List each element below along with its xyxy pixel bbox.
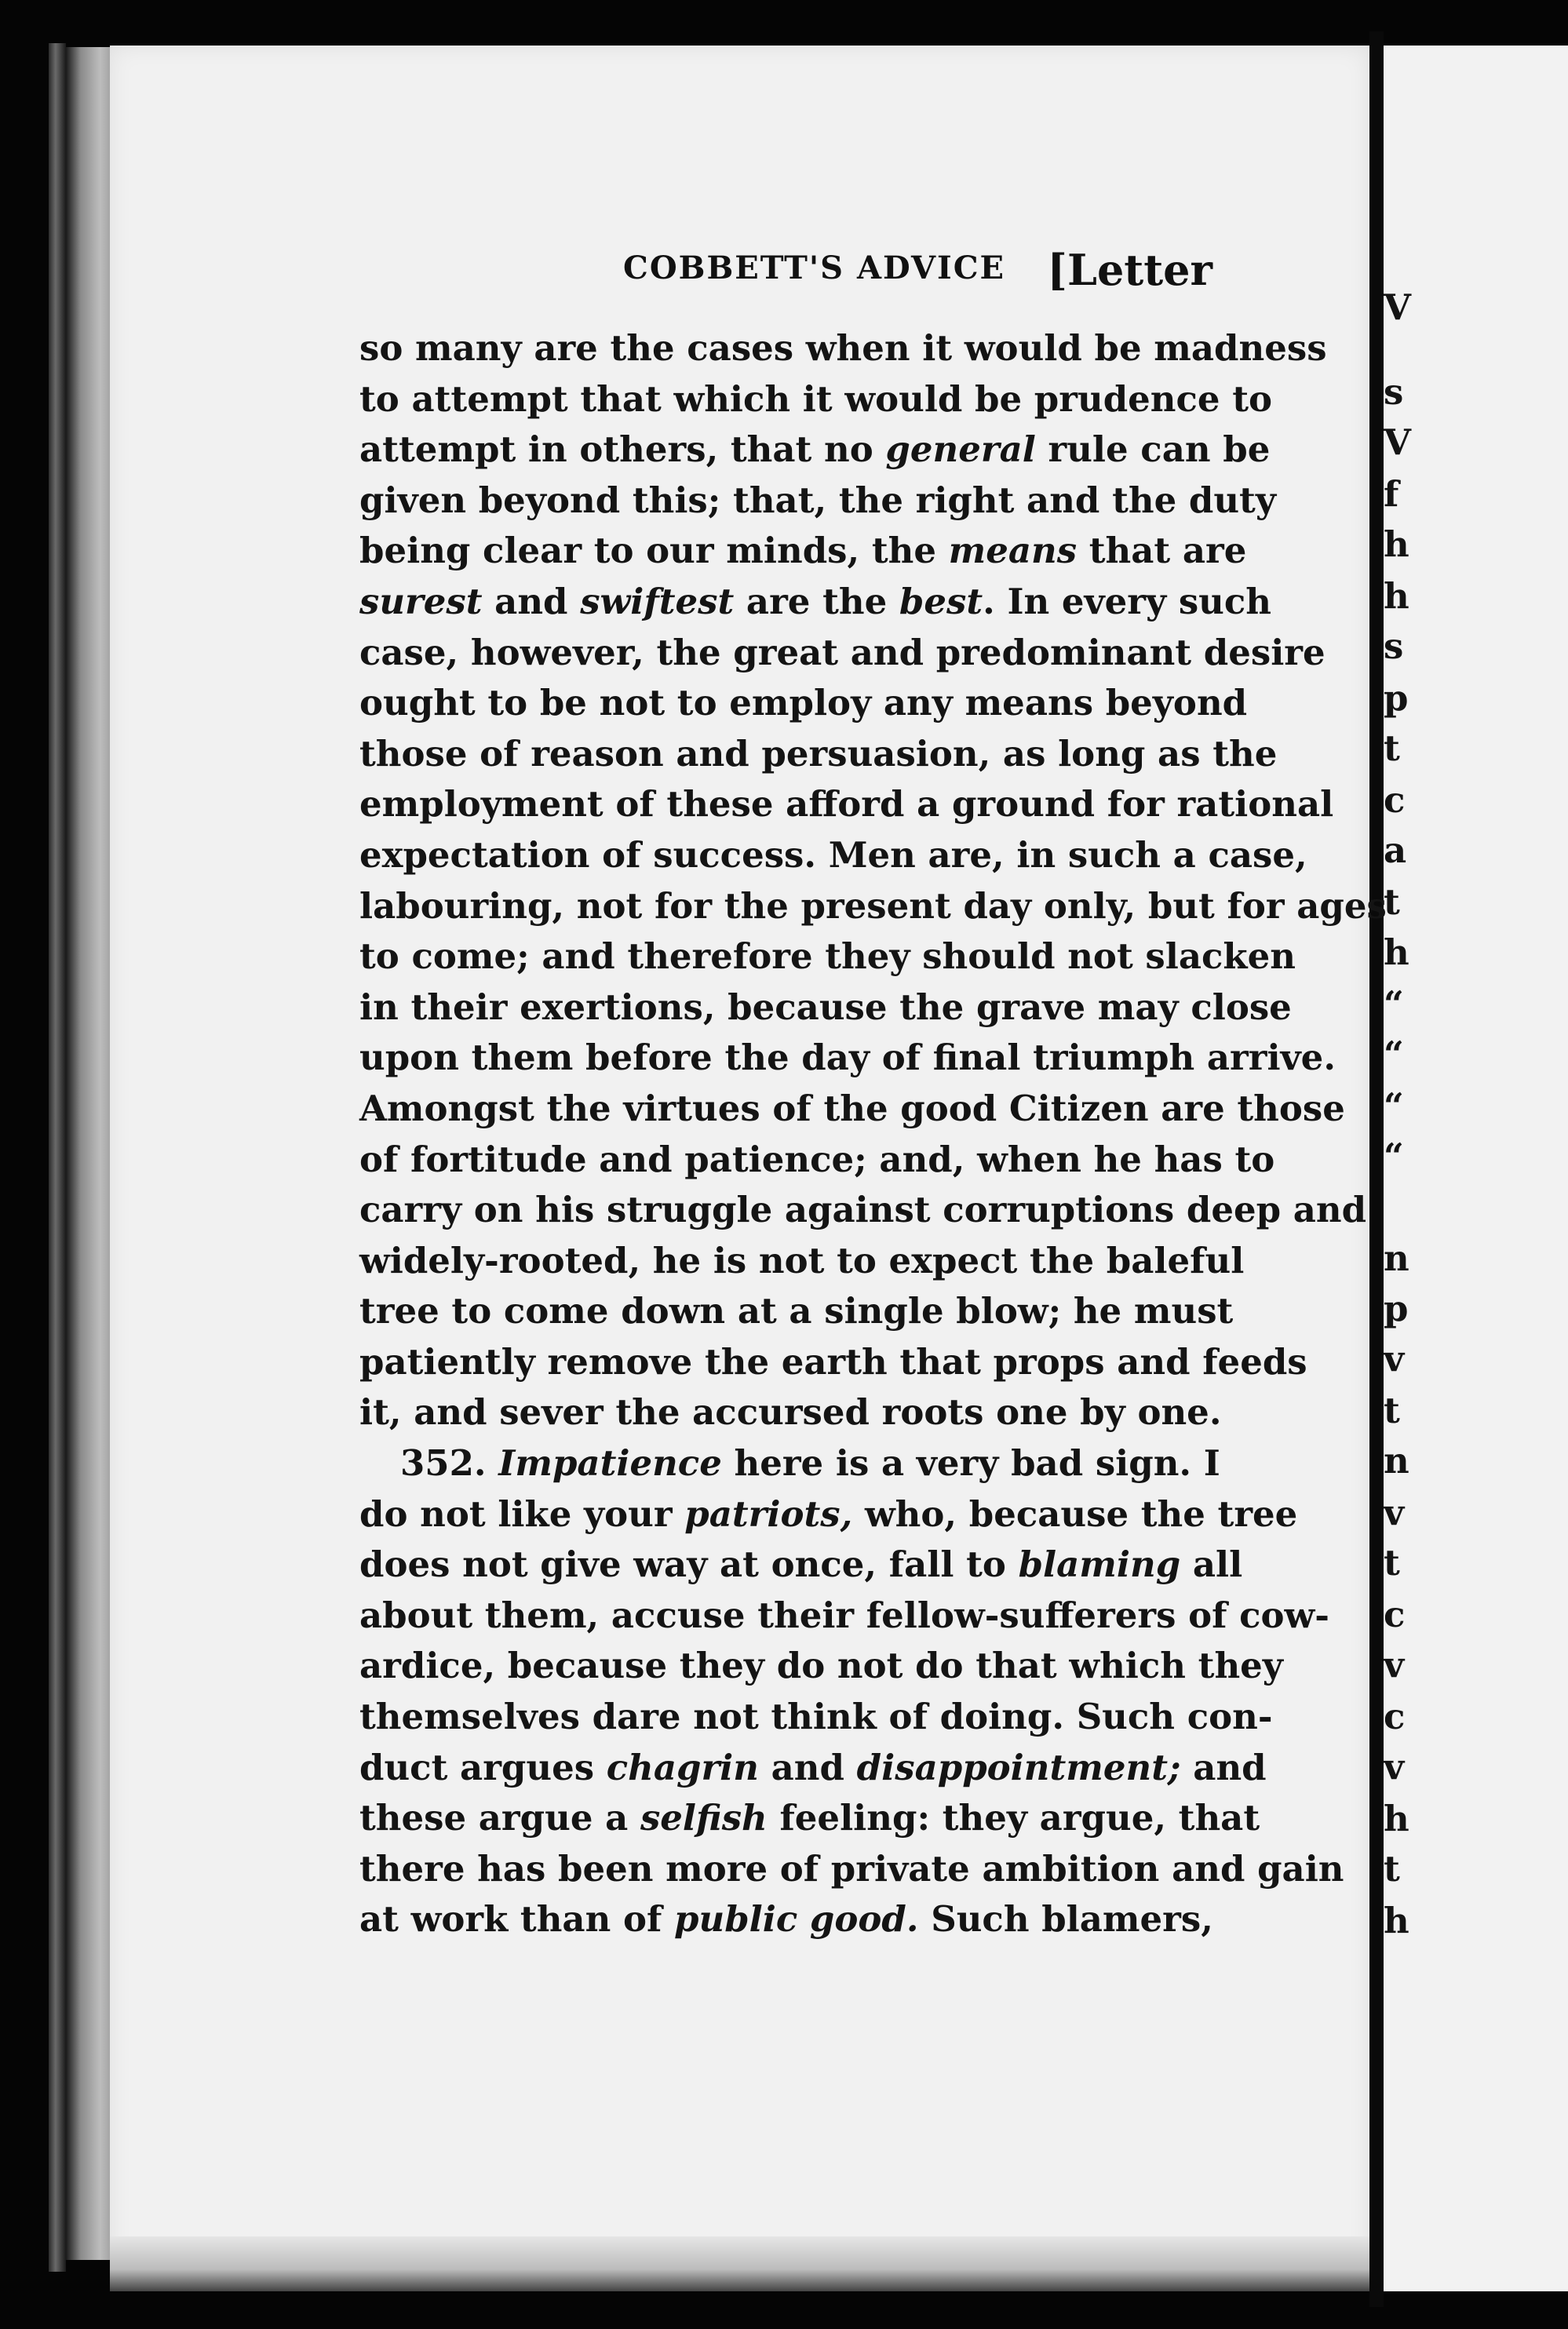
facing-page <box>1384 46 1568 2291</box>
text-line <box>359 476 1276 527</box>
text-line <box>359 729 1278 780</box>
text-segment: themselves dare not think of doing. Such con- <box>359 1696 1273 1738</box>
facing-page-letter: h <box>1384 1900 1409 1941</box>
facing-page-letter: s <box>1384 625 1404 667</box>
facing-page-letter: c <box>1384 1594 1406 1635</box>
facing-page-letter: h <box>1384 523 1409 565</box>
italic-text: best <box>899 580 983 622</box>
facing-page-letter: p <box>1384 677 1409 719</box>
text-segment: upon them before the day of final triumph arrive. <box>359 1037 1336 1079</box>
facing-page-letter: c <box>1384 779 1406 821</box>
text-line <box>359 779 1334 830</box>
facing-page-letter: c <box>1384 1696 1406 1737</box>
italic-text: swiftest <box>580 580 735 622</box>
text-segment: there has been more of private ambition and gain <box>359 1847 1344 1890</box>
text-segment: expectation of success. Men are, in such a case, <box>359 833 1307 876</box>
text-segment: Amongst the virtues of the good Citizen are those <box>359 1087 1345 1129</box>
italic-text: public good. <box>674 1898 919 1941</box>
text-segment: at work than of <box>359 1898 675 1941</box>
page-edges <box>66 47 115 2260</box>
facing-page-letter: v <box>1384 1746 1405 1788</box>
text-segment: so many are the cases when it would be madness <box>359 327 1327 369</box>
text-line <box>359 1692 1273 1743</box>
text-segment: patiently remove the earth that props and feeds <box>359 1340 1307 1383</box>
facing-page-letter: “ <box>1384 1033 1404 1075</box>
text-line <box>359 1844 1344 1895</box>
text-line <box>359 526 1247 577</box>
text-segment: rule can be <box>1035 428 1271 471</box>
facing-page-letter: “ <box>1384 983 1404 1025</box>
text-segment: and <box>482 580 581 622</box>
text-segment: . In every such <box>983 580 1271 622</box>
italic-text: general <box>885 428 1036 471</box>
text-line <box>359 1033 1336 1084</box>
text-line <box>359 1084 1345 1135</box>
text-segment: Such blamers, <box>918 1898 1213 1941</box>
facing-page-letter: s <box>1384 371 1404 413</box>
text-segment: given beyond this; that, the right and the duty <box>359 479 1276 521</box>
text-segment: widely-rooted, he is not to expect the baleful <box>359 1239 1245 1281</box>
text-line <box>359 982 1292 1033</box>
facing-page-letter: n <box>1384 1237 1409 1279</box>
text-segment: employment of these afford a ground for rational <box>359 783 1334 826</box>
facing-page-letter: t <box>1384 727 1400 769</box>
facing-page-letter: a <box>1384 829 1407 871</box>
body-text <box>359 323 1387 1945</box>
facing-page-letter: n <box>1384 1440 1409 1482</box>
text-line <box>359 1185 1367 1236</box>
text-line <box>359 1743 1267 1794</box>
text-line <box>359 1387 1222 1438</box>
text-segment: to come; and therefore they should not slacken <box>359 935 1296 978</box>
italic-text: surest <box>359 580 483 622</box>
text-segment: in their exertions, because the grave may close <box>359 986 1292 1028</box>
text-line <box>359 1894 1213 1945</box>
facing-page-letter: v <box>1384 1492 1405 1533</box>
page-bottom-edge <box>110 2236 1369 2291</box>
italic-text: blaming <box>1018 1544 1181 1586</box>
text-segment: does not give way at once, fall to <box>359 1544 1019 1586</box>
facing-page-letter: t <box>1384 1848 1400 1890</box>
text-segment: and <box>1180 1746 1267 1788</box>
letter-label: [Letter <box>1047 245 1212 295</box>
text-line <box>359 425 1271 476</box>
text-segment: ardice, because they do not do that which they <box>359 1645 1283 1687</box>
book-gutter <box>1369 31 1384 2307</box>
text-line <box>359 1591 1329 1642</box>
text-line <box>359 931 1296 982</box>
text-line <box>359 1641 1283 1692</box>
text-segment: that are <box>1077 530 1247 572</box>
text-segment: and <box>758 1746 857 1788</box>
text-segment: are the <box>734 580 899 622</box>
facing-page-letter: h <box>1384 931 1409 973</box>
text-line <box>359 1540 1243 1591</box>
text-segment: do not like your <box>359 1493 685 1535</box>
italic-text: disappointment; <box>856 1746 1181 1788</box>
text-line <box>359 881 1387 932</box>
facing-page-letter: h <box>1384 575 1409 617</box>
italic-text: patriots, <box>684 1493 853 1535</box>
facing-page-letter: p <box>1384 1288 1409 1329</box>
text-segment: being clear to our minds, the <box>359 530 949 572</box>
text-segment: all <box>1180 1544 1243 1586</box>
text-segment: these argue a <box>359 1797 640 1839</box>
text-line <box>359 1793 1260 1844</box>
facing-page-letter: f <box>1384 473 1399 515</box>
facing-page-letter: t <box>1384 881 1400 923</box>
text-segment: of fortitude and patience; and, when he has to <box>359 1138 1275 1180</box>
text-segment: duct argues <box>359 1746 607 1788</box>
text-segment: attempt in others, that no <box>359 428 886 471</box>
text-line <box>359 1438 1220 1489</box>
text-segment: who, because the tree <box>852 1493 1298 1535</box>
text-line <box>359 1337 1307 1388</box>
facing-page-letter: t <box>1384 1542 1400 1584</box>
text-segment: tree to come down at a single blow; he must <box>359 1290 1234 1332</box>
text-segment: ought to be not to employ any means beyond <box>359 682 1248 724</box>
text-line <box>359 678 1248 729</box>
text-line <box>359 323 1327 374</box>
text-segment: 352. <box>400 1442 499 1485</box>
text-line <box>359 628 1326 679</box>
facing-page-letter: “ <box>1384 1135 1404 1177</box>
text-line <box>359 830 1307 881</box>
text-line <box>359 1286 1234 1337</box>
facing-page-letter: v <box>1384 1644 1405 1686</box>
facing-page-letter: h <box>1384 1798 1409 1839</box>
book-spine <box>49 43 66 2272</box>
facing-page-letter: V <box>1384 286 1411 328</box>
italic-text: chagrin <box>606 1746 759 1788</box>
facing-page-letter: V <box>1384 421 1411 463</box>
italic-text: selfish <box>640 1797 768 1839</box>
facing-page-letter: t <box>1384 1390 1400 1431</box>
facing-page-letter: “ <box>1384 1085 1404 1127</box>
text-segment: to attempt that which it would be prudence to <box>359 377 1273 420</box>
text-line <box>359 374 1273 425</box>
text-line <box>359 577 1271 628</box>
text-segment: those of reason and persuasion, as long as the <box>359 732 1278 775</box>
text-segment: labouring, not for the present day only, but for ages <box>359 884 1387 927</box>
italic-text: Impatience <box>498 1442 722 1485</box>
text-line <box>359 1489 1298 1540</box>
text-segment: about them, accuse their fellow-sufferers of cow- <box>359 1594 1329 1636</box>
text-segment: case, however, the great and predominant desire <box>359 631 1326 673</box>
text-segment: here is a very bad sign. I <box>721 1442 1220 1485</box>
text-segment: it, and sever the accursed roots one by one. <box>359 1391 1222 1434</box>
text-segment: carry on his struggle against corruptions deep and <box>359 1189 1367 1231</box>
text-line <box>359 1135 1275 1186</box>
text-segment: feeling: they argue, that <box>767 1797 1260 1839</box>
running-header <box>110 245 1212 297</box>
facing-page-letter: v <box>1384 1338 1405 1380</box>
text-line <box>359 1236 1245 1287</box>
running-title: COBBETT'S ADVICE <box>623 250 1006 286</box>
italic-text: means <box>948 530 1078 572</box>
